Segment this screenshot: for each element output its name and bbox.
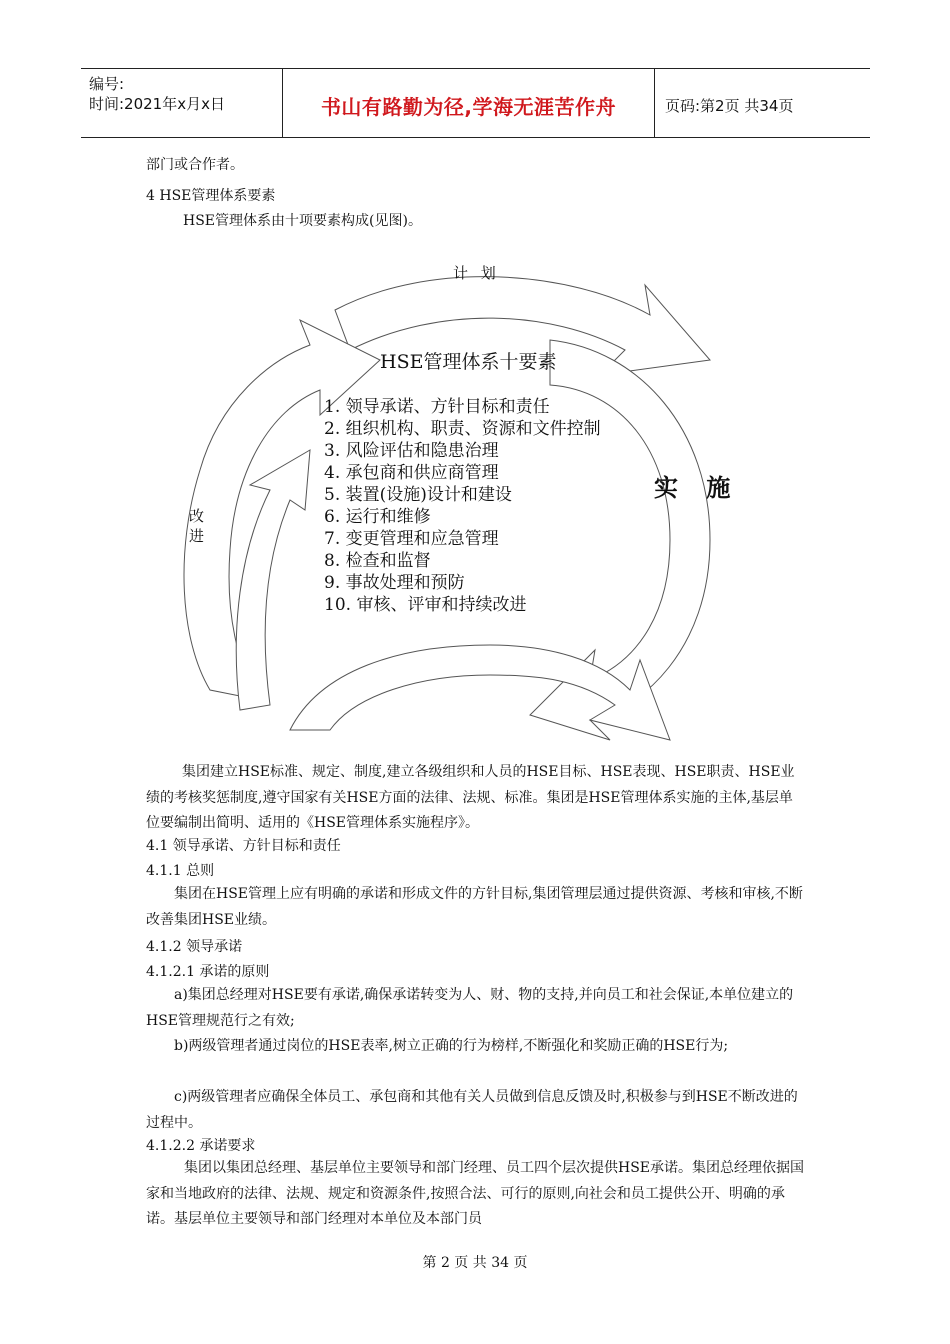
page-footer: 第 2 页 共 34 页 (422, 1255, 528, 1271)
check-arrow (290, 645, 670, 740)
section-4-desc: HSE管理体系由十项要素构成(见图)。 (183, 213, 422, 229)
number-label: 编号: (89, 75, 125, 93)
diagram-element: 9. 事故处理和预防 (324, 573, 465, 593)
intro-line: 部门或合作者。 (146, 157, 244, 173)
diagram-title: HSE管理体系十要素 (380, 351, 557, 373)
header-motto-cell (282, 69, 655, 137)
heading-4-1-2-2: 4.1.2.2 承诺要求 (146, 1138, 256, 1154)
diagram-element: 3. 风险评估和隐患治理 (324, 441, 499, 461)
header-page-cell (653, 69, 870, 137)
date-label: 时间:2021年x月x日 (89, 95, 225, 113)
inner-left-arrow (236, 450, 310, 710)
diagram-element: 5. 装置(设施)设计和建设 (324, 485, 512, 505)
heading-4-1-1: 4.1.1 总则 (146, 863, 215, 879)
motto-text: 书山有路勤为径,学海无涯苦作舟 (320, 95, 617, 119)
list-item-a: a)集团总经理对HSE要有承诺,确保承诺转变为人、财、物的支持,并向员工和社会保证,本单位建立的HSE管理规范行之有效; (146, 987, 794, 1029)
diagram-element: 1. 领导承诺、方针目标和责任 (324, 397, 550, 417)
diagram-element: 8. 检查和监督 (324, 551, 431, 571)
page-info: 页码:第2页 共34页 (665, 97, 794, 115)
diagram-element: 4. 承包商和供应商管理 (324, 463, 499, 483)
diagram-element: 2. 组织机构、职责、资源和文件控制 (324, 419, 601, 439)
diagram-element: 7. 变更管理和应急管理 (324, 529, 499, 549)
diagram-label-improve-2: 进 (189, 527, 205, 545)
diagram-label-implement: 实 施 (654, 474, 741, 502)
heading-4-1-2: 4.1.2 领导承诺 (146, 939, 243, 955)
diagram-element-list (324, 396, 601, 616)
list-item-c: c)两级管理者应确保全体员工、承包商和其他有关人员做到信息反馈及时,积极参与到HSE不断改进的过程中。 (146, 1089, 798, 1131)
paragraph: 集团以集团总经理、基层单位主要领导和部门经理、员工四个层次提供HSE承诺。集团总经理依据国家和当地政府的法律、法规、规定和资源条件,按照合法、可行的原则,向社会和员工提供公开、明确的承诺。基层单位主要领导和部门经理对本单位及本部门员 (146, 1160, 805, 1227)
header-meta-cell (81, 69, 282, 137)
paragraph: 集团建立HSE标准、规定、制度,建立各级组织和人员的HSE目标、HSE表现、HSE职责、HSE业绩的考核奖惩制度,遵守国家有关HSE方面的法律、法规、标准。集团是HSE管理体系实施的主体,基层单位要编制出简明、适用的《HSE管理体系实施程序》。 (146, 764, 795, 831)
diagram-element: 10. 审核、评审和持续改进 (324, 595, 527, 615)
diagram-element: 6. 运行和维修 (324, 507, 431, 527)
diagram-label-improve-1: 改 (189, 507, 205, 525)
section-4-title: 4 HSE管理体系要素 (146, 188, 276, 204)
list-item-b: b)两级管理者通过岗位的HSE表率,树立正确的行为榜样,不断强化和奖励正确的HSE行为; (174, 1038, 729, 1054)
diagram-label-plan: 计 划 (453, 264, 500, 282)
heading-4-1: 4.1 领导承诺、方针目标和责任 (146, 838, 341, 854)
heading-4-1-2-1: 4.1.2.1 承诺的原则 (146, 964, 270, 980)
page-header (81, 68, 870, 138)
paragraph: 集团在HSE管理上应有明确的承诺和形成文件的方针目标,集团管理层通过提供资源、考核和审核,不断改善集团HSE业绩。 (146, 886, 803, 928)
